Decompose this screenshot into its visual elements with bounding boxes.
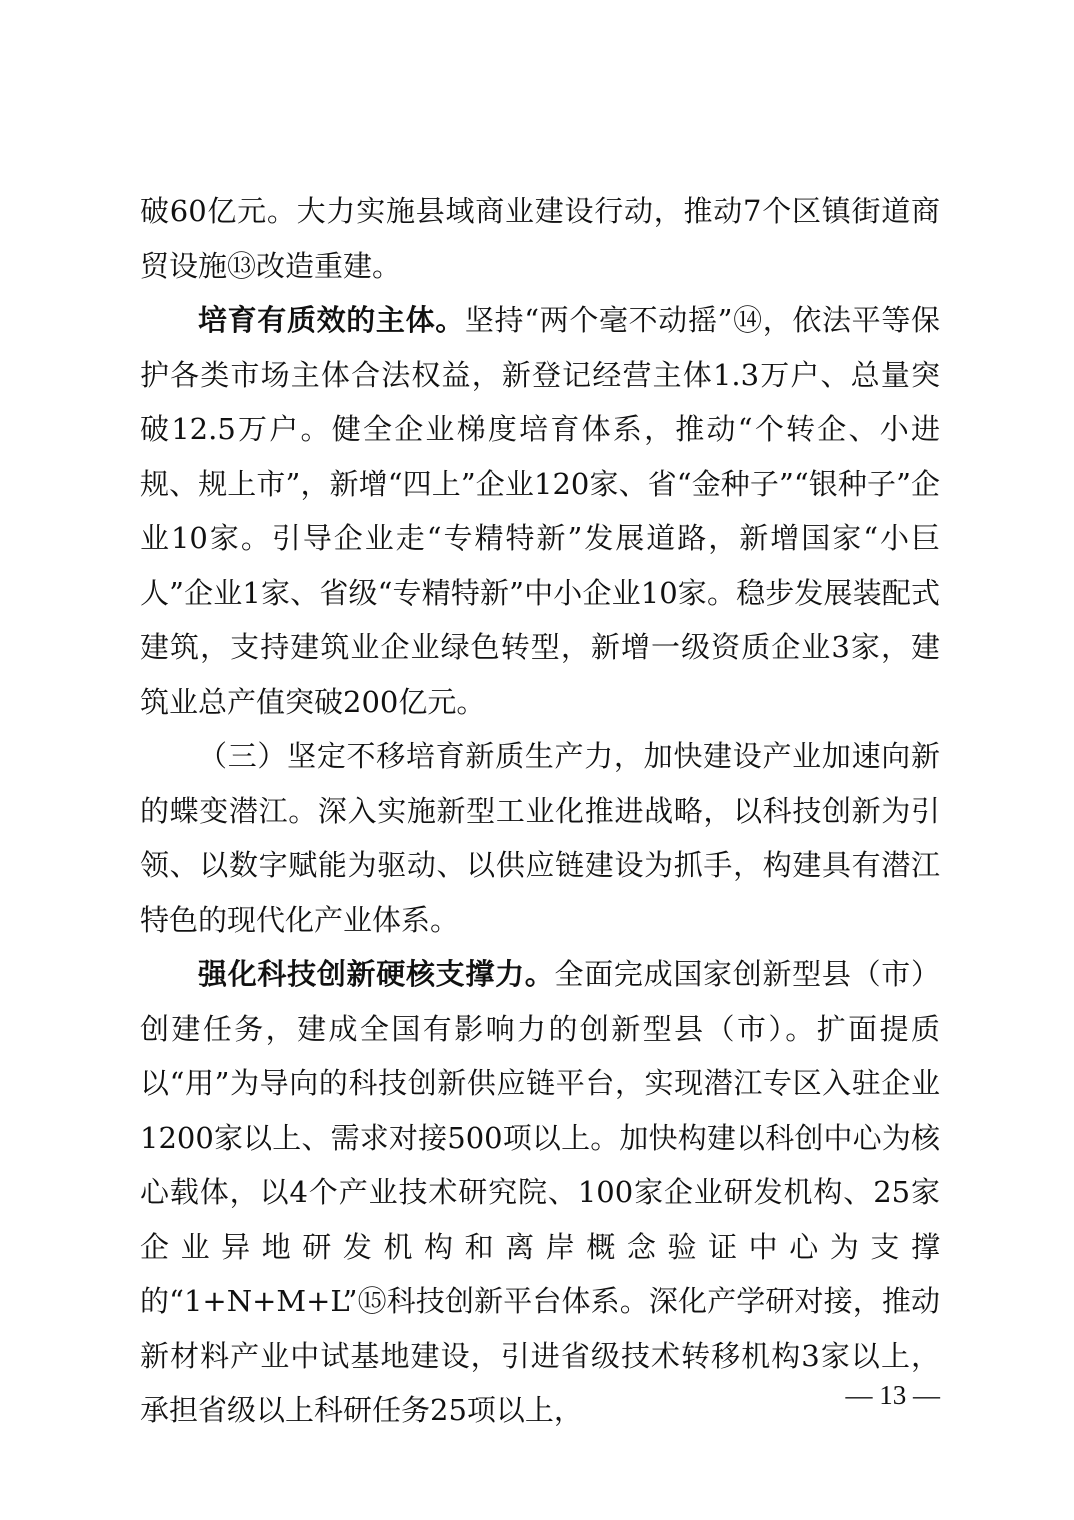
paragraph-1-text: 破60亿元。大力实施县域商业建设行动，推动7个区镇街道商贸设施⑬改造重建。 [140, 194, 940, 283]
paragraph-4-text: 全面完成国家创新型县（市）创建任务，建成全国有影响力的创新型县（市）。扩面提质以“用”为导向的科技创新供应链平台，实现潜江专区入驻企业1200家以上、需求对接500项以上。加快构建以科创中心为核心载体，以4个产业技术研究院、100家企业研发机构、25家企业异地研发机构和离岸概念验证中心为支撑的“1+N+M+L”⑮科技创新平台体系。深化产学研对接，推动新材料产业中试基地建设，引进省级技术转移机构3家以上，承担省级以上科研任务25项以上， [140, 957, 940, 1427]
paragraph-1 [140, 184, 940, 293]
paragraph-4 [140, 947, 940, 1438]
paragraph-2-heading: 培育有质效的主体。 [198, 303, 465, 337]
paragraph-3-text: （三）坚定不移培育新质生产力，加快建设产业加速向新的蝶变潜江。深入实施新型工业化推进战略，以科技创新为引领、以数字赋能为驱动、以供应链建设为抓手，构建具有潜江特色的现代化产业体系。 [140, 739, 940, 937]
paragraph-4-heading: 强化科技创新硬核支撑力。 [198, 957, 555, 991]
paragraph-2 [140, 293, 940, 729]
paragraph-2-text: 坚持“两个毫不动摇”⑭，依法平等保护各类市场主体合法权益，新登记经营主体1.3万户、总量突破12.5万户。健全企业梯度培育体系，推动“个转企、小进规、规上市”，新增“四上”企业120家、省“金种子”“银种子”企业10家。引导企业走“专精特新”发展道路，新增国家“小巨人”企业1家、省级“专精特新”中小企业10家。稳步发展装配式建筑，支持建筑业企业绿色转型，新增一级资质企业3家，建筑业总产值突破200亿元。 [140, 303, 940, 719]
document-body [140, 184, 940, 1438]
paragraph-3 [140, 729, 940, 947]
page-number: — 13 — [845, 1380, 940, 1410]
